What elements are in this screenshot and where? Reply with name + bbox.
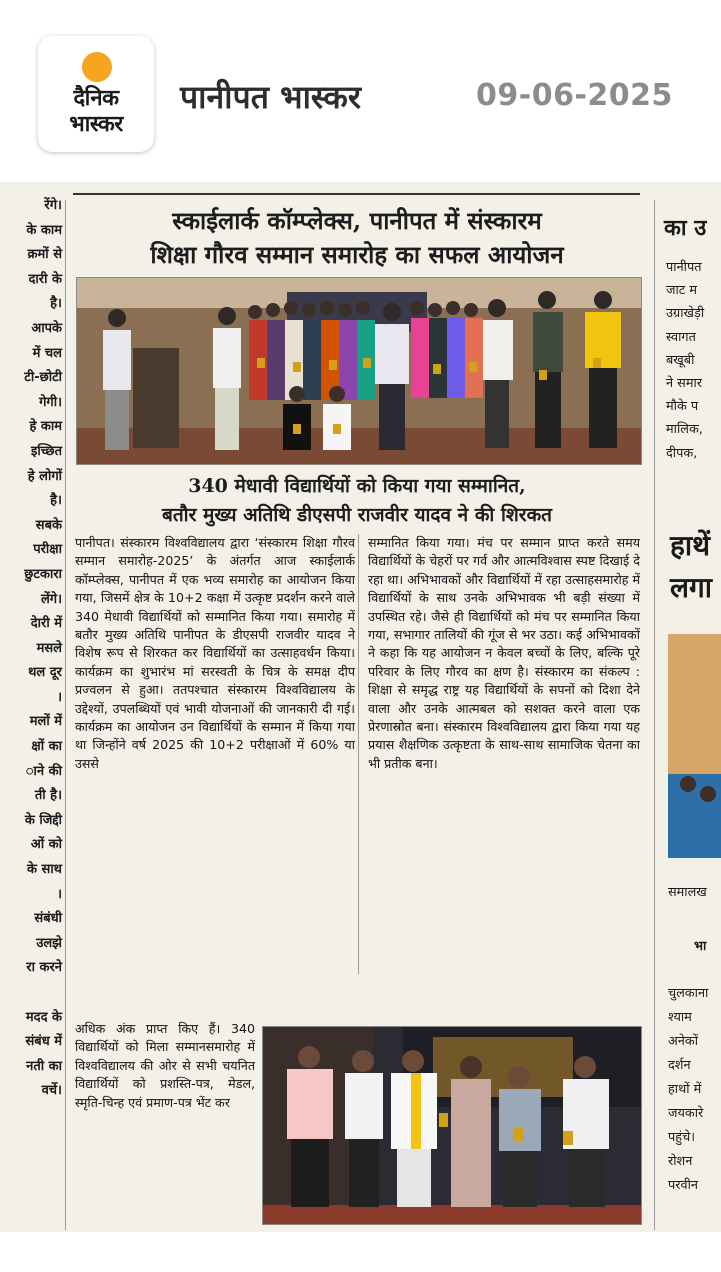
right-column-line: परवीन: [668, 1178, 699, 1193]
left-column-line: संबंध में: [25, 1034, 62, 1050]
left-column-line: उलझे: [36, 935, 62, 951]
inner-column-divider: [358, 534, 359, 974]
column-divider-right: [654, 200, 655, 1230]
left-column-line: हे काम: [29, 419, 62, 435]
right-column-lines: [666, 256, 704, 465]
right-photo-image: [668, 634, 721, 858]
left-column-line: वर्चे।: [41, 1083, 62, 1099]
headline-line2: शिक्षा गौरव सम्मान समारोह का सफल आयोजन: [150, 240, 564, 269]
left-column-line: ाने की: [25, 763, 62, 779]
left-column-line: ओं को: [30, 837, 62, 853]
logo-text-line1: दैनिक: [73, 86, 119, 111]
left-column-line: दारी के: [28, 271, 62, 287]
left-column-line: लेंगे।: [40, 591, 62, 607]
left-column-line: के साथ: [27, 862, 62, 878]
right-column-line: रोशन: [668, 1154, 693, 1169]
left-column-line: नती का: [26, 1058, 62, 1074]
right-column-line: उग्राखेड़ी: [666, 306, 705, 322]
subhead-line1: 340 मेधावी विद्यार्थियों को किया गया सम्मानित,: [188, 475, 526, 497]
left-column-line: ।: [57, 886, 62, 902]
right-column-line: श्याम: [668, 1010, 692, 1025]
top-rule: [73, 193, 640, 195]
right-small-heading: भा: [694, 939, 707, 954]
group-photo: [76, 277, 642, 465]
left-column-line: में चल: [32, 345, 62, 361]
edition-date: 09-06-2025: [476, 78, 673, 113]
right-column-line: दर्शन: [668, 1058, 691, 1073]
article-body-column1-continued: अधिक अंक प्राप्त किए हैं। 340 विद्यार्थियों को मिला सम्मानसमारोह में विश्वविद्यालय की ओर से सभी चयनित विद्यार्थियों को प्रशस्ति-पत्र, मेडल, स्मृति-चिन्ह एवं प्रमाण-पत्र भेंट कर: [75, 1021, 255, 1110]
left-column-line: संबंधी: [34, 911, 62, 927]
right-heading2-line2: लगा: [670, 571, 713, 604]
left-column-line: है।: [50, 493, 62, 509]
left-column-line: टी-छोटी: [24, 370, 62, 386]
left-column-line: के जिद्दी: [24, 812, 62, 828]
publication-title: पानीपत भास्कर: [180, 78, 361, 116]
left-column-line: देारी में: [30, 616, 62, 632]
left-column-line: हे लोगों: [27, 468, 62, 484]
right-column-line: हाथों में: [668, 1082, 702, 1097]
headline-line1: स्काईलार्क कॉम्प्लेक्स, पानीपत में संस्कारम: [172, 206, 542, 235]
logo-text-line2: भास्कर: [69, 112, 123, 137]
subhead-line2: बतौर मुख्य अतिथि डीएसपी राजवीर यादव ने की शिरकत: [162, 504, 552, 526]
article-body-column1: पानीपत। संस्कारम विश्वविद्यालय द्वारा ‘संस्कारम शिक्षा गौरव सम्मान समारोह-2025’ के अंतर्गत आज स्काईलार्क कॉम्प्लेक्स, पानीपत में एक भव्य समारोह का आयोजन किया गया, जिसमें क्षेत्र के 10+2 कक्षा में उत्कृष्ट प्रदर्शन करने वाले 340 मेधावी विद्यार्थियों को सम्मानित किया गया। समारोह में बतौर मुख्य अतिथि पानीपत के डीएसपी राजवीर यादव ने विशेष रूप से शिरकत कर विद्यार्थियों का उत्साहवर्धन किया। कार्यक्रम का शुभारंभ मां सरस्वती के चित्र के समक्ष दीप प्रज्वलन से हुआ। ततपश्चात संस्कारम विश्वविद्यालय के उद्देश्यों, उपलब्धियों एवं भावी योजनाओं की जानकारी दी गई। कार्यक्रम का आयोजन उन विद्यार्थियों के सम्मान में किया गया था जिन्होंने वर्ष 2025 की 10+2 परीक्षाओं में 60% या उससे: [75, 535, 355, 771]
right-column-line: जयकारे: [668, 1106, 704, 1121]
right-column-line: पहुंचे।: [668, 1130, 696, 1145]
left-column-line: ती है।: [34, 788, 62, 804]
left-column-line: मसले: [36, 640, 62, 656]
left-column-line: है।: [50, 296, 62, 312]
left-column-line: रेंगे।: [44, 198, 62, 213]
left-column-line: आपके: [31, 320, 62, 336]
left-column-line: मलों में: [29, 714, 62, 730]
right-column-line: पानीपत: [666, 260, 702, 275]
right-column-line: जाट म: [666, 283, 697, 299]
left-neighbour-column: [0, 194, 64, 1234]
right-heading2-line1: हाथें: [670, 529, 711, 562]
right-column-line: दीपक,: [666, 445, 698, 461]
right-column-line: चुलकाना: [668, 986, 709, 1001]
right-neighbour-column: [658, 182, 721, 1232]
sun-logo-icon: [82, 52, 112, 82]
right-column-line: बखूबी: [666, 352, 695, 368]
right-column-line: अनेकों: [668, 1034, 699, 1049]
left-column-line: क्षों का: [31, 739, 62, 755]
group-photo-image: [77, 278, 641, 464]
left-column-line: सबके: [35, 517, 62, 533]
left-column-line: छुटकारा: [24, 566, 62, 582]
left-column-line: परीक्षा: [33, 542, 62, 558]
left-column-line: [24, 981, 62, 1006]
right-column-line: मौके प: [666, 399, 699, 415]
dainik-bhaskar-logo: [38, 36, 154, 152]
left-column-line: थल दूर: [28, 665, 62, 681]
right-column-line: ने समार: [666, 376, 703, 392]
right-heading: का उ: [664, 216, 707, 241]
ceremony-photo-image: [263, 1027, 641, 1224]
left-column-line: ।: [57, 689, 62, 705]
ceremony-photo: [262, 1026, 642, 1225]
left-column-line: मदद के: [25, 1009, 62, 1025]
right-column-lines-2: [668, 982, 708, 1198]
right-photo: [668, 634, 721, 858]
article-body-column2: सम्मानित किया गया। मंच पर सम्मान प्राप्त करते समय विद्यार्थियों के चेहरों पर गर्व और आत्मविश्वास स्पष्ट दिखाई दे रहा था। अभिभावकों और विद्यार्थियों में रहा उत्साहसमारोह में विद्यार्थियों के साथ उनके अभिभावक भी बड़ी संख्या में उपस्थित रहे। जैसे ही विद्यार्थियों को मंच पर सम्मानित किया गया, सभागार तालियों की गूंज से भर उठा। कई अभिभावकों ने कहा कि यह आयोजन न केवल बच्चों के लिए, बल्कि पूरे परिवार के लिए गौरव का क्षण है। संस्कारम का संकल्प : शिक्षा से समृद्ध राष्ट्र यह विद्यार्थियों के सपनों को दिशा देने वाला और उनके आत्मबल को सशक्त करने वाला एक प्रेरणास्रोत बना। संस्कारम विश्वविद्यालय द्वारा किया गया यह प्रयास शैक्षणिक उत्कृष्टता के साथ-साथ सामाजिक चेतना का भी प्रतीक बना।: [368, 535, 640, 771]
left-column-line: इच्छित: [30, 443, 62, 459]
left-column-line: क्रमों से: [27, 247, 62, 263]
right-column-line: मालिक,: [666, 422, 703, 438]
left-column-lines: [24, 194, 62, 1104]
left-column-line: रा करने: [26, 960, 62, 976]
right-caption: समालख: [668, 885, 707, 900]
column-divider-left: [65, 200, 66, 1230]
left-column-line: गेगी।: [39, 394, 62, 410]
left-column-line: के काम: [26, 222, 62, 238]
right-column-line: स्वागत: [666, 329, 696, 345]
